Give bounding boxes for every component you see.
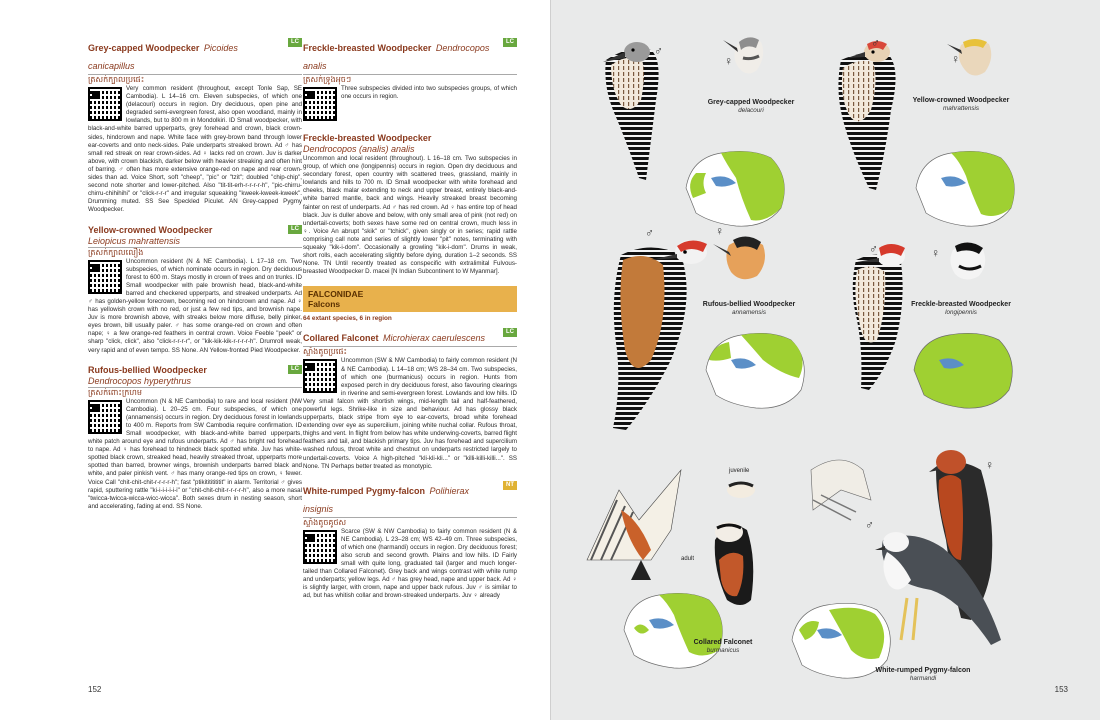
- qr-code-icon: [303, 530, 337, 564]
- entry-header: [88, 225, 302, 248]
- khmer-name: ត្រសក់ក្បាលលឿង: [88, 247, 144, 257]
- species-entry-freckle-breasted-group: [303, 38, 517, 123]
- species-description: Scarce (SW & NW Cambodia) to fairly common resident (N & NE Cambodia). L 23–28 cm; WS 42–49 cm. Three subspecies, of which one (harmandi) occurs in region. Dry deciduous forest; also scrub and second growth. Plains and low hills. ID Fairly small with quite long, graduated tail (larger and much longer-tailed than Collared Falconet). Grey back and wings contrast with white rump and underparts; yellow legs. Ad ♂ has grey head, nape and upper back. Ad ♀ is slightly larger, with crown, nape and upper back rufous. Juv ♂ is similar to ad, but has whitish collar and brown-streaked underparts. Juv ♀ already: [303, 527, 517, 600]
- entry-header: [88, 365, 302, 388]
- entry-header: [303, 38, 517, 75]
- text-column-2: [303, 38, 517, 611]
- female-symbol-icon: ♀: [715, 224, 724, 238]
- map-yellow-crowned: [916, 151, 1014, 226]
- iucn-status-badge: LC: [288, 38, 302, 47]
- male-symbol-icon: ♂: [645, 226, 654, 240]
- male-symbol-icon: ♂: [871, 36, 880, 50]
- khmer-name: ស្ទាំងតូចគូថស: [303, 517, 347, 527]
- entry-header: [303, 481, 517, 518]
- entry-header: [88, 38, 302, 75]
- scientific-name: Dendrocopos analis: [303, 43, 490, 71]
- iucn-status-badge: LC: [288, 225, 302, 234]
- caption-subspecies: annamensis: [732, 309, 766, 316]
- caption-freckle-breasted: [901, 300, 1021, 317]
- page-number: 153: [1054, 685, 1068, 694]
- iucn-status-badge: LC: [288, 365, 302, 374]
- caption-subspecies: burmanicus: [706, 647, 740, 654]
- map-freckle-breasted: [914, 333, 1012, 408]
- family-common-name: Falcons: [308, 299, 341, 310]
- qr-code-icon: [303, 359, 337, 393]
- species-name: Rufous-bellied Woodpecker: [88, 364, 207, 375]
- khmer-name: ត្រសក់ទ្រូងអុចៗ: [303, 75, 352, 84]
- species-entry-collared-falconet: [303, 328, 517, 470]
- entry-header: [303, 133, 517, 155]
- female-symbol-icon: ♀: [931, 246, 940, 260]
- caption-name: Grey-capped Woodpecker: [707, 99, 795, 106]
- scientific-name: Microhierax caerulescens: [382, 333, 486, 344]
- scientific-name: Picoides canicapillus: [88, 43, 238, 71]
- khmer-name: ត្រសក់ក្បាលប្រផេះ: [88, 75, 145, 84]
- caption-subspecies: mahrattensis: [942, 105, 980, 112]
- female-symbol-icon: ♀: [951, 52, 960, 66]
- scientific-name: Dendrocopos hyperythrus: [88, 375, 192, 386]
- scientific-name: Leiopicus mahrattensis: [88, 235, 181, 246]
- iucn-status-badge: LC: [503, 328, 517, 337]
- species-entry-white-rumped-pygmy-falcon: [303, 481, 517, 601]
- species-description: Three subspecies divided into two subspecies groups, of which one occurs in region.: [341, 85, 517, 101]
- qr-code-icon: [303, 87, 337, 121]
- caption-name: White-rumped Pygmy-falcon: [875, 667, 971, 674]
- caption-yellow-crowned: [901, 96, 1021, 113]
- male-symbol-icon: ♂: [654, 44, 663, 58]
- qr-code-icon: [88, 260, 122, 294]
- map-rufous-bellied: [706, 333, 804, 408]
- species-name: Freckle-breasted Woodpecker: [303, 43, 432, 53]
- qr-code-icon: [88, 400, 122, 434]
- caption-subspecies: delacouri: [738, 107, 764, 114]
- family-name: FALCONIDAE: [308, 289, 364, 300]
- iucn-status-badge: LC: [503, 38, 517, 47]
- species-entry-freckle-breasted: [303, 133, 517, 276]
- female-symbol-icon: ♀: [724, 54, 733, 68]
- caption-name: Rufous-bellied Woodpecker: [702, 301, 796, 308]
- qr-code-icon: [88, 87, 122, 121]
- map-collared-falconet: [624, 593, 722, 668]
- khmer-name: ស្ទាំងតូចប្រផេះ: [303, 347, 347, 357]
- species-description: Uncommon and local resident (throughout). L 16–18 cm. Two subspecies in group, of which one (longipennis) occurs in region. Open dry deciduous and secondary forest, open country with scattered trees, grassland, mainly in lowlands and hills to 700 m. ID Small woodpecker with white forehead and cheeks, black malar extending to neck and upper breast, entirely black-and-white barred mantle, back and wings. Heavily streaked breast becoming fainter on rest of underparts. Ad ♂ has red crown. Ad ♀ has entire top of head black. Juv is duller above and below, with only small area of pink (not red) on undertail-coverts; both sexes have some red on central crown, much less in ♀. Voice An abrupt "skik" or "tchick", given singly or in series; rapid rattle comprising call note and series of slightly lower "pit" notes, terminating with squeaky "kik-i-dom". Occasionally a growling "kik-i-dom". Drums in weak, short rolls, each accelerating slightly before dying, duration 1–2 seconds. SS None. TN Until recently treated as conspecific with extralimital Fulvous-breasted Woodpecker D. macei [N Indian Subcontinent to W Myanmar].: [303, 155, 517, 276]
- species-description: Very common resident (throughout, except Tonle Sap, SE Cambodia). L 14–16 cm. Eleven subspecies, of which one (delacouri) occurs in region. Dry deciduous, open pine and degraded semi-evergreen forest, also open woodland, mainly in lowlands, but to 800 m in Mondolkiri. ID Small woodpecker, with black-and-white barred upperparts, grey forehead and crown, black crown-sides, hindcrown and nape. White face with grey-brown band through lower ear-coverts and onto neck-sides. Pale underparts streaked brown. Ad ♂ has small red streak on rear crown-sides. Ad ♀ lacks red on crown. Juv is darker above, with crown blackish, darker below with heavier streaking and often hint of barring. ♂ often has more extensive orange-red on nape and rear crown-sides than ad. Voice Short, soft "cheep", "pic" or "tzit"; doubled "chip-chip", second note shorter and lower-pitched. Also "tit-tit-erh-r-r-r-r-h", "pic-chirru-chirru-chihihihi" or "click-r-r-r" and irregular squeaking "kweek-kweek-kweek". Drumming muted. SS See Speckled Piculet. AN Grey-capped Pygmy Woodpecker.: [88, 85, 302, 214]
- male-symbol-icon: ♂: [865, 518, 874, 532]
- entry-header: [303, 328, 517, 347]
- iucn-status-badge: NT: [503, 481, 517, 490]
- species-description: Uncommon (N & NE Cambodia) to rare and local resident (NW Cambodia). L 20–25 cm. Four subspecies, of which one (annamensis) occurs in region. Dry deciduous forest in lowlands to 400 m. Reports from SW Cambodia require confirmation. ID Small woodpecker, with black-and-white barred upperparts, white patch around eye and rufous underparts. Ad ♂ has bright red forehead to nape. Ad ♀ has forehead to hindneck black spotted white. Juv has white-spotted black crown, streaked head, heavily streaked throat, upperparts more spotted than barred, browner wings, brownish underparts barred black and white, and paler pinkish vent. ♂ has many orange-red tips on crown, ♀ fewer. Voice Call "chit-chit-chit-r-r-r-r-h"; fast "ptikitititititit" in alarm. Territorial ♂ gives rapid, sputtering rattle "ki-i-i-i-i-i-i" or "chit-chit-chit-r-r-r-r-h", also a more nasal "twicca-twicca-wicca-wicc-wicca". Both sexes drum in nesting season, short and accelerating, fading at end. SS None.: [88, 397, 302, 510]
- family-header: [303, 286, 517, 312]
- collared-falconet-illustration: [587, 460, 871, 605]
- species-name: Collared Falconet: [303, 333, 379, 344]
- white-rumped-pygmy-falcon-illustration: [875, 450, 1001, 645]
- caption-subspecies: harmandi: [909, 675, 937, 682]
- text-column-1: [88, 38, 302, 521]
- juvenile-label: juvenile: [729, 468, 750, 474]
- khmer-name: ត្រសក់ពោះក្រហម: [88, 387, 142, 397]
- caption-name: Collared Falconet: [693, 639, 753, 646]
- caption-white-rumped-pygmy-falcon: [863, 666, 983, 683]
- species-name: White-rumped Pygmy-falcon: [303, 485, 426, 496]
- caption-subspecies: longipennis: [945, 309, 977, 316]
- species-description: Uncommon resident (N & NE Cambodia). L 17–18 cm. Two subspecies, of which nominate occurs in region. Dry deciduous forest to 600 m. Stays mostly in crown of trees and on trunks. ID Small woodpecker with pale brownish head, black-and-white barred and checkered upperparts, and streaked underparts. Ad ♂ has golden-yellow forecrown, becoming red on hindcrown and nape. Ad ♀ has yellowish crown with no red, or just a few red tips, and brownish nape. Juv is more brownish above, with streaks below more diffuse, belly pinker, eyes brown, bill usually paler. ♂ has some orange-red on crown and often nape; ♀ a few orange-red feathers in central crown. Voice Feeble "peek" or sharp "click, click", also "click-r-r-r-r", or "kik-kik-kik-r-r-r-r-h". Drumroll weak, very rapid and of even tempo. SS None. AN Yellow-fronted Pied Woodpecker.: [88, 257, 302, 354]
- male-symbol-icon: ♂: [869, 242, 878, 256]
- caption-name: Yellow-crowned Woodpecker: [912, 97, 1010, 104]
- caption-grey-capped: [691, 98, 811, 115]
- species-name: Grey-capped Woodpecker: [88, 43, 200, 53]
- species-description: Uncommon (SW & NW Cambodia) to fairly common resident (N & NE Cambodia). L 14–18 cm; WS 28–34 cm. Two subspecies, of which one (burmanicus) occurs in region. Hunts from exposed perch in dry deciduous forest, also favouring clearings in riverine and semi-evergreen forest. Lowlands and low hills. ID Very small falcon with shortish wings, mid-length tail and half-feathered, powerful legs. Shrike-like in size and behaviour. Ad has glossy black upperparts, black stripe from eye to ear-coverts, broad white forehead extending over eye as supercilium, joining white nuchal collar. Rufous throat, thighs and vent. In flight from below has white underwing-coverts, barred flight feathers and tail, and blackish primary tips. Juv has forehead and supercilium washed rufous, throat white and chestnut on underparts restricted largely to undertail-coverts. Voice A high-pitched "kli-kli-kli..." or "killi-killi-killi...". SS None. TN Perhaps better treated as monotypic.: [303, 357, 517, 470]
- species-entry-yellow-crowned: [88, 225, 302, 355]
- species-name: Freckle-breasted Woodpecker: [303, 133, 432, 143]
- caption-rufous-bellied: [689, 300, 809, 317]
- caption-collared-falconet: [663, 638, 783, 655]
- species-name: Yellow-crowned Woodpecker: [88, 224, 213, 235]
- species-entry-rufous-bellied: [88, 365, 302, 511]
- caption-name: Freckle-breasted Woodpecker: [911, 301, 1011, 308]
- species-entry-grey-capped: [88, 38, 302, 215]
- female-symbol-icon: ♀: [985, 458, 994, 472]
- right-page-plate: [551, 0, 1100, 720]
- family-species-count: 64 extant species, 6 in region: [303, 315, 392, 323]
- scientific-name: Polihierax insignis: [303, 485, 469, 514]
- map-grey-capped: [686, 151, 784, 226]
- page-number: 152: [88, 685, 102, 694]
- scientific-name: Dendrocopos (analis) analis: [303, 144, 415, 154]
- adult-label: adult: [681, 556, 695, 562]
